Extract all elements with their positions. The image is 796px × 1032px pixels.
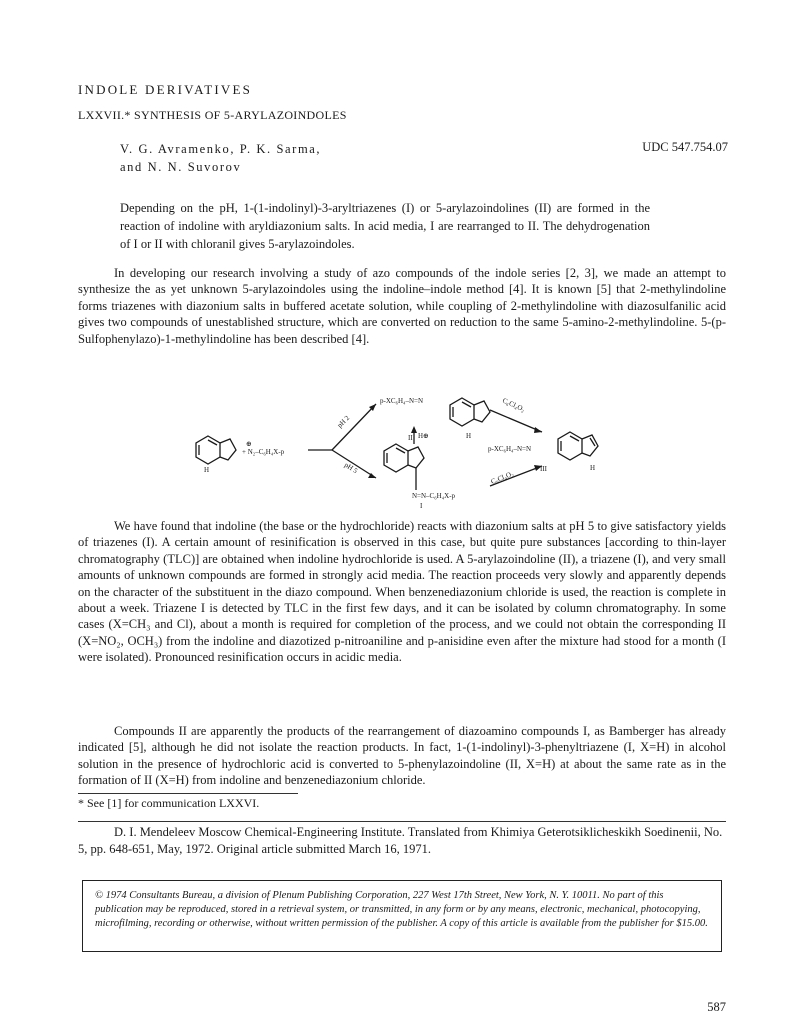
nh-label-III: H: [590, 464, 596, 472]
label-III: III: [540, 465, 547, 473]
azoindole-structure: [558, 432, 598, 460]
diazonium-reagent: + N₂–C₆H₄X-p: [242, 448, 285, 456]
affiliation-text: D. I. Mendeleev Moscow Chemical-Engineering Institute. Translated from Khimiya Geterotsiklicheskikh Soedinenii, No. 5, pp. 648-651, May, 1972. Original article submitted March 16, 1971.: [78, 825, 723, 856]
reagent-chloranil-top: C₆Cl₄O₂: [501, 396, 527, 414]
reaction-scheme: [190, 388, 610, 510]
nh-label-start: H: [204, 466, 210, 474]
paragraph-text: We have found that indoline (the base or the hydrochloride) reacts with diazonium salts at pH 5 to give satisfactory yields of triazenes (I). A certain amount of resinification is observed in this case, but quite pure substances [according to thin-layer chromatography (TLC)] are obtained when indoline hydrochloride is used. A 5-arylazoindoline (II), a triazene (I), and very small amounts of unknown compounds are formed in strongly acid media. The reaction proceeds very slowly and apparently depends on the character of the substituent in the diazo compound. When benzenediazonium chloride is used, the reaction is complete in about a week. Triazene I is detected by TLC in the first few days, and it can be isolated by column chromatography. In some cases (X=CH₃ and Cl), about a month is required for completion of the process, and we could not obtain the corresponding II (X=NO₂, OCH₃) from the indoline and diazotized p-nitroaniline and p-anisidine even after the mixture had stood for a month (I were isolated). Pronounced resinification occurs in acidic media.: [78, 519, 726, 665]
indoline-structure: [196, 436, 236, 464]
authors: [120, 140, 321, 176]
page-number: 587: [707, 1000, 726, 1014]
udc-code: UDC 547.754.07: [642, 140, 728, 154]
body-paragraph-3: [78, 723, 726, 789]
reagent-chloranil-bottom: C₆Cl₄O₂: [489, 469, 515, 486]
nh-label-II: H: [466, 432, 472, 440]
azoindoline-structure: [450, 398, 490, 426]
label-I: I: [420, 502, 423, 510]
copyright-notice: © 1974 Consultants Bureau, a division of Plenum Publishing Corporation, 227 West 17th Street, New York, N. Y. 10011. No part of this publication may be reproduced, stored in a retrieval system, or transmitted, in any form or by any means, electronic, mechanical, photocopying, microfilming, recording or otherwise, without written permission of the publisher. A copy of this article is available from the publisher for $15.00.: [82, 880, 722, 952]
authors-line-1: V. G. Avramenko, P. K. Sarma,: [120, 142, 322, 156]
condition-ph2: pH 2: [335, 413, 352, 430]
abstract: Depending on the pH, 1-(1-indolinyl)-3-aryltriazenes (I) or 5-arylazoindolines (II) are formed in the reaction of indoline with aryldiazonium salts. In acid media, I are rearranged to II. The dehydrogenation of I or II with chloranil gives 5-arylazoindoles.: [120, 201, 650, 251]
condition-acid: H⊕: [418, 432, 429, 440]
triazene-structure: [384, 444, 424, 490]
body-paragraph-2: [78, 518, 726, 666]
series-title: INDOLE DERIVATIVES: [78, 82, 253, 97]
body-paragraph-1: [78, 265, 726, 347]
condition-ph5: pH 5: [342, 460, 359, 476]
article-title: LXXVII.* SYNTHESIS OF 5-ARYLAZOINDOLES: [78, 108, 347, 122]
azo-substituent-III: p-XC₆H₄–N=N: [488, 445, 532, 453]
authors-line-2: and N. N. Suvorov: [120, 160, 242, 174]
footnote: * See [1] for communication LXXVI.: [78, 793, 298, 811]
azo-substituent-I: N=N–C₆H₄X-p: [412, 492, 456, 500]
paragraph-text: Compounds II are apparently the products of the rearrangement of diazoamino compounds I, as Bamberger has already indicated [5], although he did not isolate the reaction products. In fact, 1-(1-indolinyl)-3-phenyltriazene (I, X=H) in alcohol solution in the presence of hydrochloric acid is converted to 5-phenylazoindoline (II, X=H) at about the same rate as in the formation of II (X=H) from indoline and benzenediazonium chloride.: [78, 724, 726, 788]
arrow-chloranil-top: [490, 410, 542, 432]
affiliation-block: [78, 821, 726, 858]
diazonium-charge: ⊕: [246, 440, 252, 448]
paragraph-text: In developing our research involving a study of azo compounds of the indole series [2, 3], we made an attempt to synthesize the as yet unknown 5-arylazoindoles using the indoline–indole method [4]. It is known [5] that 2-methylindoline forms triazenes with diazonium salts in buffered acetate solution, while coupling of 2-methylindoline with diazosulfanilic acid gives two compounds of unestablished structure, which are converted on reduction to the same 5-amino-2-methylindoline. 5-(p-Sulfophenylazo)-1-methylindoline has been described [4].: [78, 266, 726, 346]
label-II: II: [408, 434, 413, 442]
azo-substituent-II: p-XC₆H₄–N=N: [380, 397, 424, 405]
